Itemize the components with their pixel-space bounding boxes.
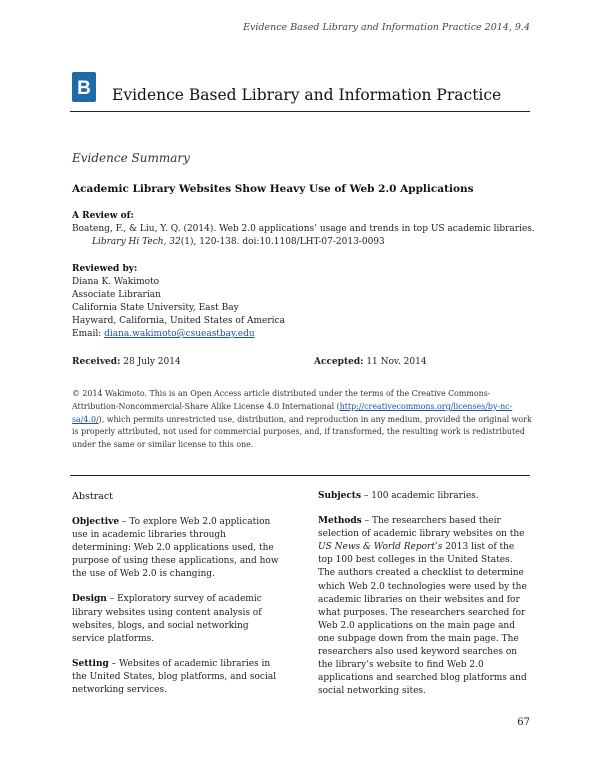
reviewer-name: Diana K. Wakimoto bbox=[72, 277, 160, 287]
reviewer-location: Hayward, California, United States of America bbox=[72, 316, 285, 326]
objective-text: – To explore Web 2.0 application use in academic libraries through determining: Web 2.0 applications used, the purpose of using these applications, and how the use of Web 2.0 is changing. bbox=[72, 517, 279, 580]
methods-label: Methods bbox=[318, 516, 362, 527]
methods-text-b: 2013 list of the top 100 best colleges in the United States. The authors created a checklist to determine which Web 2.0 technologies were used by the academic libraries on their websites and for what purposes. The researchers searched for Web 2.0 applications on the main page and one subpage down from the main page. The researchers also used keyword searches on the library’s website to find Web 2.0 applications and searched blog platforms and social networking sites. bbox=[318, 542, 527, 697]
journal-logo bbox=[72, 72, 96, 102]
setting-text: – Websites of academic libraries in the United States, blog platforms, and social networking services. bbox=[72, 658, 277, 696]
logo-b-icon bbox=[72, 72, 96, 102]
accepted-date bbox=[314, 356, 427, 369]
received-label: Received: bbox=[72, 357, 121, 367]
objective-label: Objective bbox=[72, 517, 120, 527]
header-divider bbox=[70, 111, 530, 112]
article-title: Academic Library Websites Show Heavy Use of Web 2.0 Applications bbox=[72, 183, 474, 195]
accepted-label: Accepted: bbox=[314, 357, 364, 367]
accepted-value: 11 Nov. 2014 bbox=[363, 357, 427, 367]
abstract-divider bbox=[70, 475, 530, 476]
email-link[interactable]: diana.wakimoto@csueastbay.edu bbox=[104, 329, 255, 339]
review-of-label: A Review of: bbox=[72, 211, 134, 221]
license-text-2: ), which permits unrestricted use, distribution, and reproduction in any medium, provided the original work is properly attributed, not used for commercial purposes, and, if transformed, the resulting work is redistributed under the same or similar license to this one. bbox=[72, 414, 532, 450]
design-label: Design bbox=[72, 594, 107, 605]
section-label: Evidence Summary bbox=[72, 151, 190, 165]
running-head: Evidence Based Library and Information Practice 2014, 9.4 bbox=[243, 22, 530, 33]
reviewed-by-label: Reviewed by: bbox=[72, 264, 138, 274]
methods-paragraph bbox=[318, 515, 528, 698]
subjects-label: Subjects bbox=[318, 491, 362, 501]
methods-text-a: – The researchers based their selection of academic library websites on the bbox=[318, 516, 525, 540]
license-notice bbox=[72, 388, 534, 452]
svg-text:B: B bbox=[77, 78, 91, 99]
subjects-text: – 100 academic libraries. bbox=[361, 491, 479, 501]
design-paragraph bbox=[72, 593, 282, 645]
citation-journal: Library Hi Tech, 32 bbox=[92, 237, 181, 247]
setting-paragraph bbox=[72, 658, 282, 697]
license-link[interactable]: http://creativecommons.org/licenses/by-nc-sa/4.0/ bbox=[72, 401, 513, 424]
abstract-heading: Abstract bbox=[72, 491, 113, 502]
subjects-paragraph bbox=[318, 490, 528, 503]
setting-label: Setting bbox=[72, 658, 109, 669]
journal-title: Evidence Based Library and Information Practice bbox=[112, 86, 502, 104]
email-label: Email: bbox=[72, 329, 105, 339]
page-number: 67 bbox=[517, 717, 530, 728]
citation-line-1: Boateng, F., & Liu, Y. Q. (2014). Web 2.0 applications’ usage and trends in top US academic libraries. bbox=[72, 224, 535, 234]
reviewer-institution: California State University, East Bay bbox=[72, 303, 239, 313]
received-date bbox=[72, 356, 181, 369]
license-text-1: © 2014 Wakimoto. This is an Open Access article distributed under the terms of the Creative Commons‐Attribution‐Noncommercial‐Share Alike License 4.0 International ( bbox=[72, 389, 491, 411]
abstract-right-column bbox=[318, 490, 528, 710]
citation-line-2 bbox=[92, 236, 385, 249]
reviewer-title: Associate Librarian bbox=[72, 290, 161, 300]
objective-paragraph bbox=[72, 516, 282, 581]
methods-italic: US News & World Report’s bbox=[318, 542, 443, 553]
reviewer-email-line bbox=[72, 328, 255, 341]
abstract-left-column bbox=[72, 516, 282, 709]
citation-details: (1), 120-138. doi:10.1108/LHT-07-2013-0093 bbox=[180, 237, 385, 247]
design-text: – Exploratory survey of academic library websites using content analysis of websites, blogs, and social networking service platforms. bbox=[72, 594, 262, 644]
received-value: 28 July 2014 bbox=[120, 357, 181, 367]
